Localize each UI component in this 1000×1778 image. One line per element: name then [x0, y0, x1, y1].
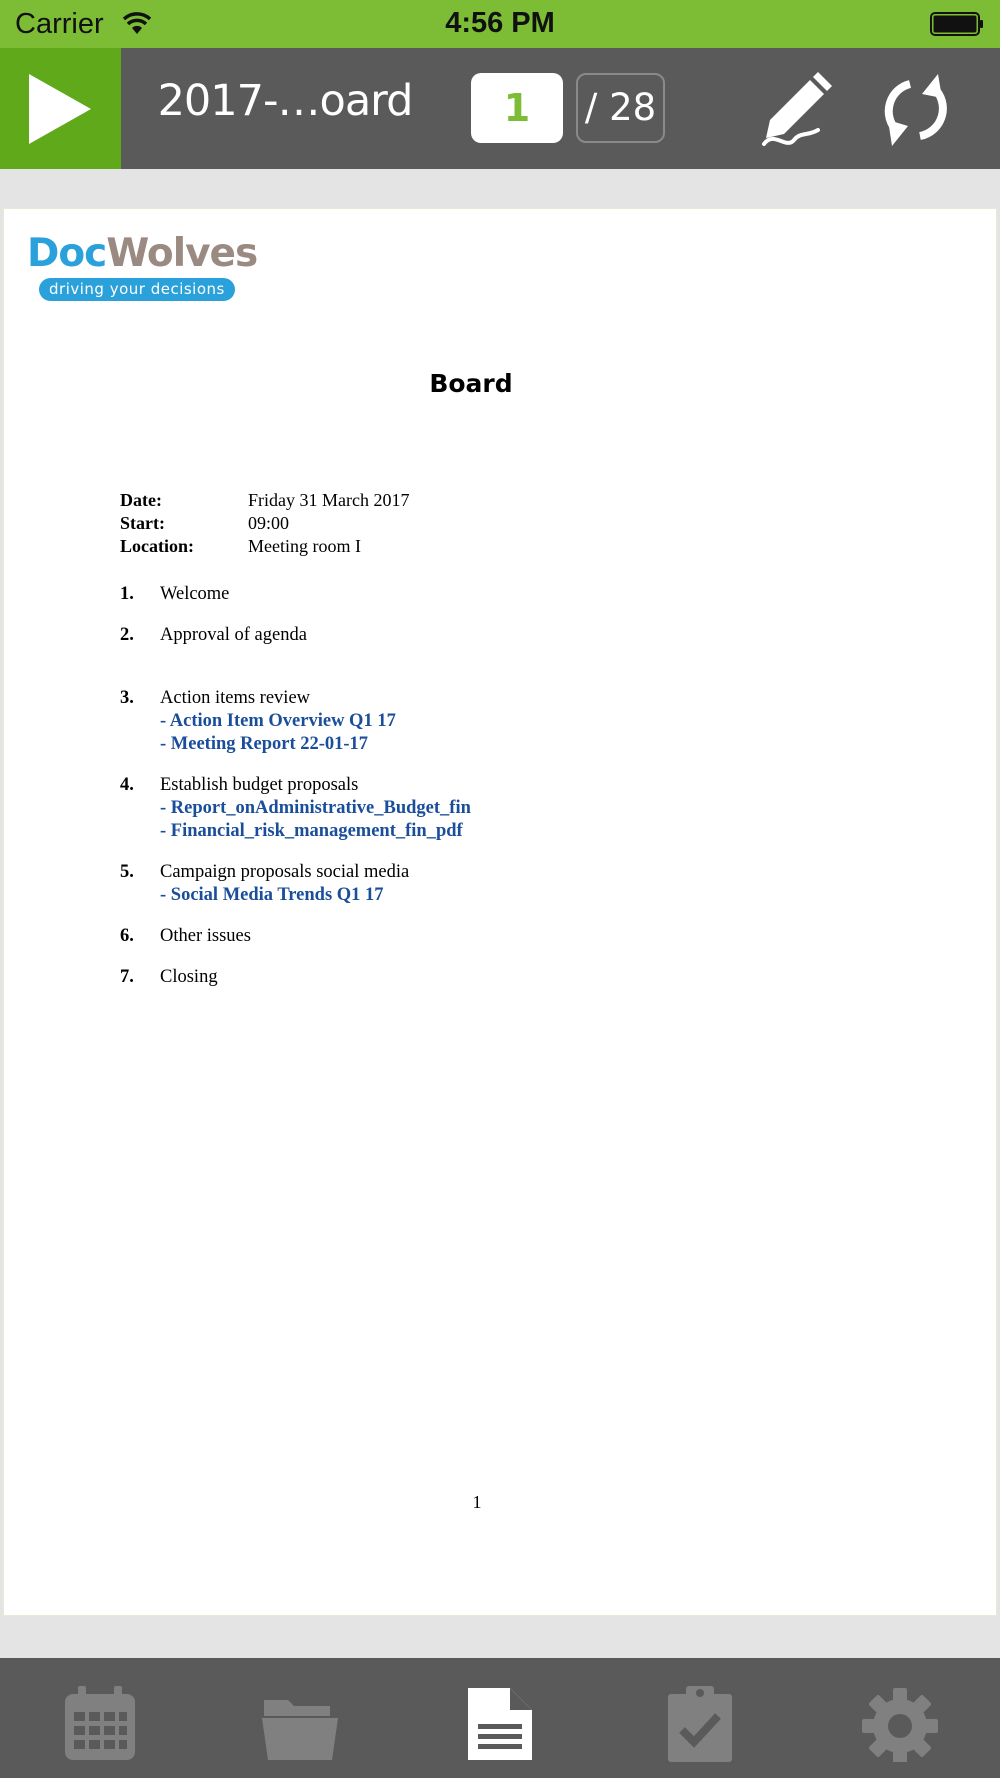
agenda-link[interactable]: - Social Media Trends Q1 17 — [160, 885, 384, 905]
folder-icon — [260, 1686, 340, 1762]
current-page-input[interactable]: 1 — [471, 73, 563, 143]
calendar-icon — [60, 1686, 140, 1762]
play-button[interactable] — [0, 48, 121, 169]
total-pages-label: / 28 — [576, 73, 665, 143]
document-page[interactable]: DocWolves driving your decisions Board Date: Friday 31 March 2017 Start: 09:00 Location: Meeting room I 1. Welcome 2. Approval of agenda 3. Action items review - Action Item Overview Q1 17 - Meeting Report 22-01-17 4. Establish budget proposals - Report_onAdministrative_Budget_fin - Financial_risk_management_fin_pdf 5. Campaign proposals social media - Social Media Trends Q1 17 6. Other issues 7. Closing 1 — [3, 208, 997, 1616]
tab-calendar[interactable] — [60, 1686, 140, 1762]
meta-row-date: Date: Friday 31 March 2017 — [120, 490, 410, 510]
sync-icon — [874, 70, 958, 150]
page-number: 1 — [472, 1492, 482, 1512]
meta-row-location: Location: Meeting room I — [120, 536, 361, 556]
agenda-link[interactable]: - Report_onAdministrative_Budget_fin — [160, 798, 471, 818]
logo-tagline: driving your decisions — [39, 278, 235, 301]
play-icon — [0, 48, 121, 169]
tab-bar — [0, 1658, 1000, 1778]
status-bar — [0, 0, 1000, 48]
agenda-link[interactable]: - Action Item Overview Q1 17 — [160, 711, 396, 731]
battery-icon — [930, 12, 984, 36]
meta-row-start: Start: 09:00 — [120, 513, 290, 533]
tab-tasks[interactable] — [660, 1686, 740, 1762]
clipboard-check-icon — [660, 1686, 740, 1762]
meeting-meta — [120, 490, 409, 559]
tab-folder[interactable] — [260, 1686, 340, 1762]
status-time: 4:56 PM — [445, 7, 555, 39]
docwolves-logo: DocWolves driving your decisions — [27, 231, 257, 301]
agenda-link[interactable]: - Meeting Report 22-01-17 — [160, 734, 369, 754]
agenda-link[interactable]: - Financial_risk_management_fin_pdf — [160, 821, 463, 841]
document-icon — [460, 1686, 540, 1762]
sync-button[interactable] — [874, 70, 958, 150]
document-heading: Board — [429, 369, 513, 398]
carrier-label: Carrier — [15, 8, 104, 40]
gear-icon — [860, 1686, 940, 1762]
document-title: 2017-…oard — [157, 76, 413, 126]
tab-settings[interactable] — [860, 1686, 940, 1762]
pencil-icon — [752, 70, 836, 150]
tab-document[interactable] — [460, 1686, 540, 1762]
toolbar — [0, 48, 1000, 169]
annotate-button[interactable] — [752, 70, 836, 150]
